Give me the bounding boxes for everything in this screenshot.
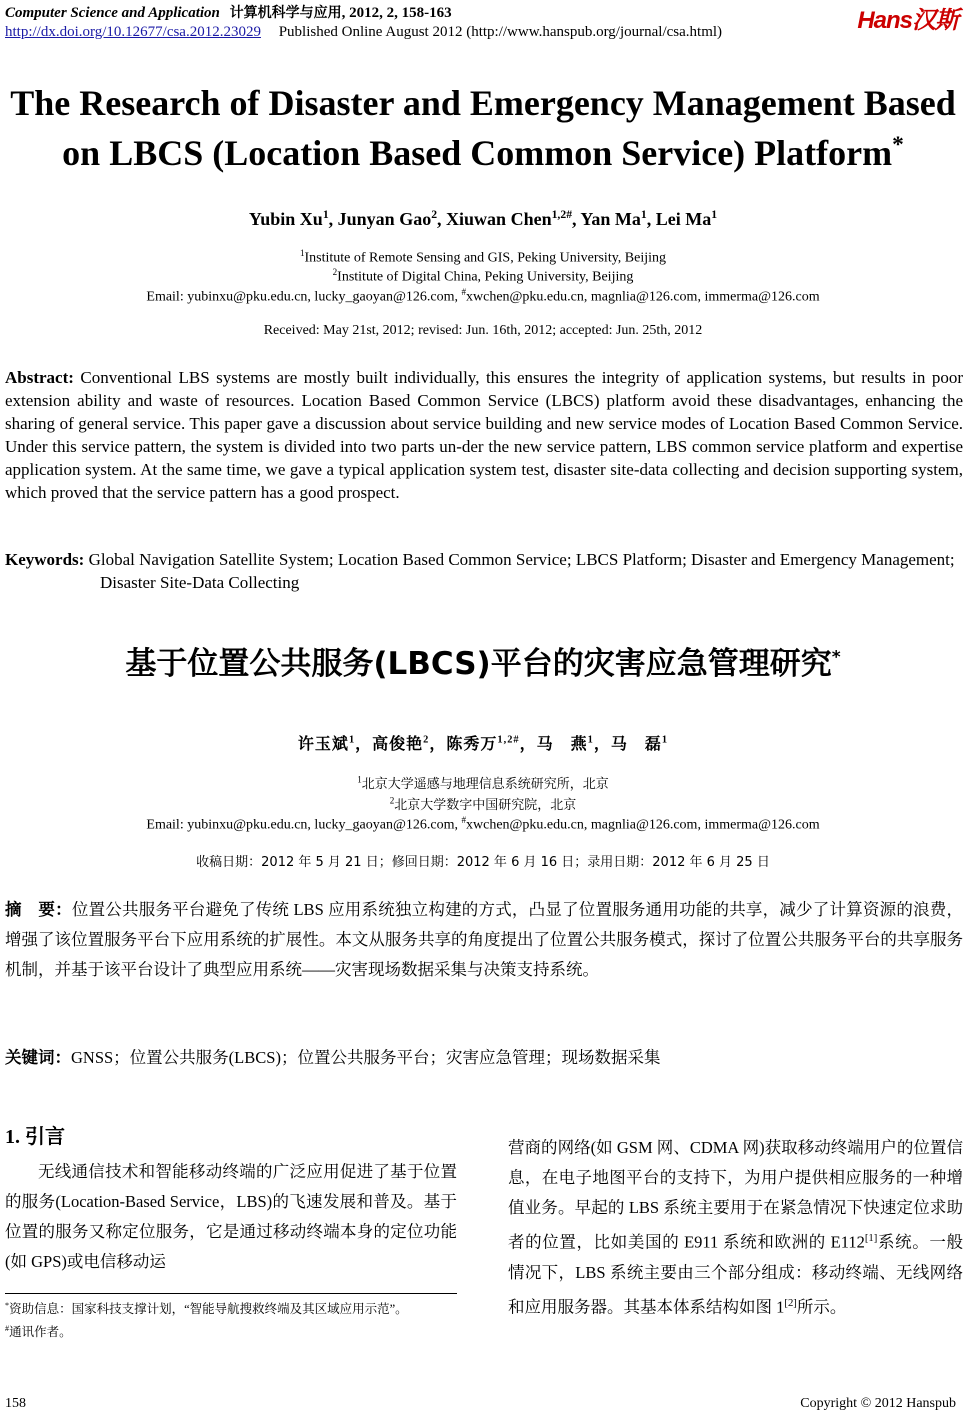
paper-title-en: [0, 82, 966, 174]
cn-author: 马 磊: [610, 736, 662, 753]
en-author-affiliation-mark: 2: [431, 208, 438, 221]
section-1-paragraph-left: 无线通信技术和智能移动终端的广泛应用促进了基于位置的服务(Location-Based Service，LBS)的飞速发展和普及。基于位置的服务又称定位服务，它是通过移动终端本身的定位功能(如 GPS)或电信移动运: [5, 1162, 457, 1271]
affiliation-cn-2: $^2$北京大学数字中国研究院，北京: [389, 795, 577, 813]
author-list-en: [0, 208, 966, 230]
received-dates-cn: 收稿日期：2012 年 5 月 21 日；修回日期：2012 年 6 月 16 日；录用日期：2012 年 6 月 25 日: [196, 855, 770, 870]
keywords-cn-label: 关键词：: [5, 1048, 71, 1067]
cn-author: 高俊艳: [372, 736, 424, 753]
abstract-label: Abstract:: [5, 368, 74, 387]
en-author: Yan Ma: [580, 209, 641, 229]
keywords-cn-text: GNSS；位置公共服务(LBCS)；位置公共服务平台；灾害应急管理；现场数据采集: [71, 1048, 661, 1067]
footnote-rule: [5, 1293, 457, 1294]
page-number: 158: [5, 1396, 26, 1411]
keywords-text: Global Navigation Satellite System; Location Based Common Service; LBCS Platform; Disaster and Emergency Management; Disaster Site-Data Collecting: [84, 550, 955, 592]
cn-author: 陈秀万: [446, 736, 498, 753]
cn-author-separator: ，: [519, 736, 537, 753]
email-line-en: Email: yubinxu@pku.edu.cn, lucky_gaoyan@126.com, #xwchen@pku.edu.cn, magnlia@126.com, immerma@126.com: [146, 287, 820, 305]
cn-author-separator: ，: [593, 736, 611, 753]
publisher-logo: Hans汉斯: [857, 7, 958, 34]
section-1-left-column: [5, 1120, 457, 1277]
copyright-notice: Copyright © 2012 Hanspub: [800, 1396, 956, 1411]
footnote-corresponding: #通讯作者。: [5, 1324, 72, 1340]
footnote-funding: *资助信息：国家科技支撑计划，“智能导航搜救终端及其区域应用示范”。: [5, 1301, 408, 1317]
en-author-separator: ,: [646, 209, 656, 229]
title-line-1: The Research of Disaster and Emergency Management Based: [10, 83, 956, 123]
abstract-en: [5, 366, 963, 504]
keywords-label: Keywords:: [5, 550, 85, 569]
affiliation-en-2: $^2$Institute of Digital China, Peking University, Beijing: [332, 267, 634, 285]
cn-author: 马 燕: [536, 736, 588, 753]
journal-name-cn: 计算机科学与应用: [229, 5, 342, 21]
citation-2[interactable]: [2]: [784, 1296, 797, 1309]
abstract-text: Conventional LBS systems are mostly built individually, this ensures the integrity of application systems, but results in poor extension ability and waste of resources. Location Based Common Service (LBCS) platform avoid these disadvantages, enhancing the sharing of general service. This paper gave a discussion about service building and new service modes of Location Based Common Service. Under this service pattern, the system is divided into two parts un-der the new service pattern, LBS common service platform and expertise application system. At the same time, we gave a typical application system test, disaster site-data collecting and decision supporting system, which proved that the service pattern has a good prospect.: [5, 368, 963, 502]
published-info: Published Online August 2012 (http://www.hanspub.org/journal/csa.html): [278, 24, 723, 40]
cn-author-separator: ，: [355, 736, 373, 753]
keywords-cn: [5, 1043, 963, 1073]
journal-header: [5, 2, 452, 22]
title-footnote-mark: *: [892, 132, 904, 158]
en-author-affiliation-mark: 1: [711, 208, 718, 221]
title-line-2: on LBCS (Location Based Common Service) Platform*: [62, 132, 904, 173]
abstract-cn-label: 摘 要：: [5, 900, 72, 919]
doi-line: [5, 24, 722, 41]
cn-author-affiliation-mark: 1: [348, 734, 356, 746]
cn-author-affiliation-mark: 2: [423, 734, 430, 746]
section-1-heading: 1. 引言: [5, 1126, 65, 1148]
received-dates-en: Received: May 21st, 2012; revised: Jun. 16th, 2012; accepted: Jun. 25th, 2012: [263, 323, 703, 338]
section-1-paragraph-right: 营商的网络(如 GSM 网、CDMA 网)获取移动终端用户的位置信息，在电子地图平台的支持下，为用户提供相应服务的一种增值业务。早起的 LBS 系统主要用于在紧急情况下快速定位求助者的位置，比如美国的 E911 系统和欧洲的 E112[1]系统。一般情况下，LBS 系统主要由三个部分组成：移动终端、无线网络和应用服务器。其基本体系结构如图 1[2]所示。: [508, 1138, 964, 1316]
en-author: Junyan Gao: [337, 209, 432, 229]
cn-author-affiliation-mark: 1: [587, 734, 594, 746]
journal-name: Computer Science and Application: [5, 5, 220, 21]
cn-author-affiliation-mark: 1: [661, 734, 669, 746]
journal-issue: , 2012, 2, 158-163: [341, 5, 452, 21]
en-author: Xiuwan Chen: [446, 209, 552, 229]
affiliation-cn-1: $^1$北京大学遥感与地理信息系统研究所，北京: [357, 774, 609, 792]
paper-title-cn: 基于位置公共服务(LBCS)平台的灾害应急管理研究*: [125, 646, 841, 682]
en-author-separator: ,: [437, 209, 447, 229]
author-list-cn: [0, 731, 966, 754]
en-author: Lei Ma: [655, 209, 712, 229]
en-author: Yubin Xu: [248, 209, 323, 229]
citation-1[interactable]: [1]: [864, 1232, 878, 1244]
cn-author-separator: ，: [429, 736, 447, 753]
cn-author-affiliation-mark: 1,2#: [497, 734, 520, 746]
doi-link[interactable]: http://dx.doi.org/10.12677/csa.2012.23029: [5, 24, 261, 40]
en-author-separator: ,: [572, 209, 581, 229]
cn-author: 许玉斌: [297, 736, 349, 753]
abstract-cn: [5, 895, 963, 985]
en-author-affiliation-mark: 1: [640, 208, 647, 221]
email-line-cn: Email: yubinxu@pku.edu.cn, lucky_gaoyan@126.com, #xwchen@pku.edu.cn, magnlia@126.com, immerma@126.com: [146, 815, 820, 833]
footnotes: [5, 1296, 457, 1342]
keywords-en: [5, 548, 963, 594]
en-author-affiliation-mark: 1: [322, 208, 329, 221]
en-author-separator: ,: [328, 209, 338, 229]
affiliation-en-1: $^1$Institute of Remote Sensing and GIS, Peking University, Beijing: [299, 248, 667, 266]
en-author-affiliation-mark: 1,2#: [551, 208, 573, 221]
abstract-cn-text: 位置公共服务平台避免了传统 LBS 应用系统独立构建的方式，凸显了位置服务通用功能的共享，减少了计算资源的浪费，增强了该位置服务平台下应用系统的扩展性。本文从服务共享的角度提出了位置公共服务模式，探讨了位置公共服务平台的共享服务机制，并基于该平台设计了典型应用系统——灾害现场数据采集与决策支持系统。: [5, 900, 963, 979]
